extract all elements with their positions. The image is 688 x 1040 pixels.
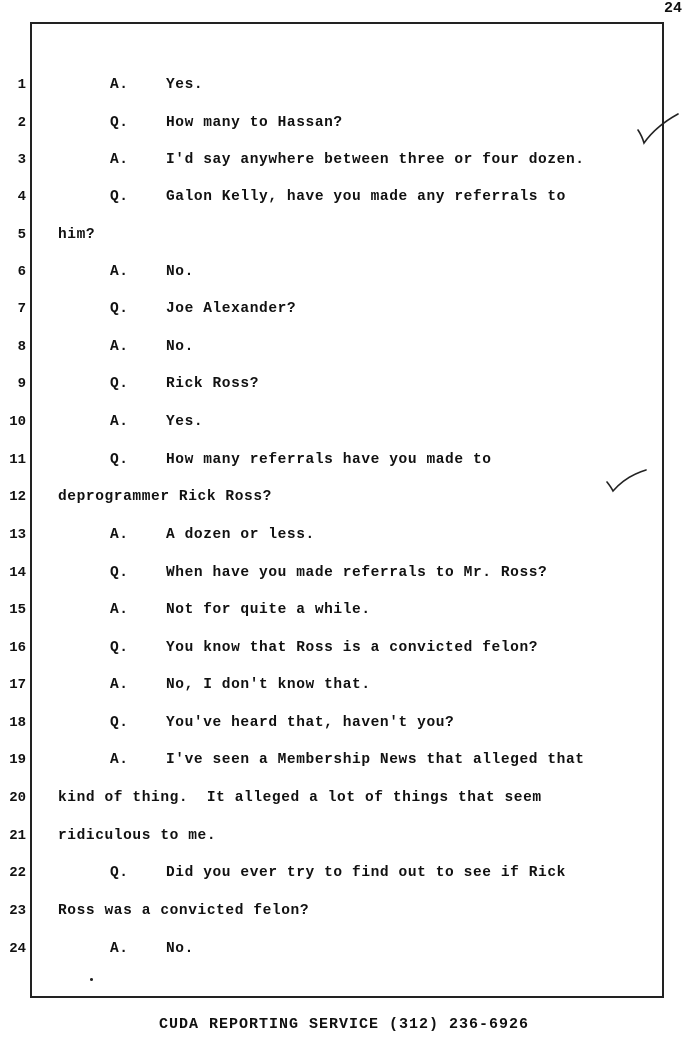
speaker-label: A. <box>110 677 129 693</box>
line-text: Joe Alexander? <box>166 301 297 317</box>
line-text: Did you ever try to find out to see if Rick <box>166 865 566 881</box>
speaker-label: A. <box>110 527 129 543</box>
speaker-label: Q. <box>110 565 129 581</box>
line-number: 8 <box>17 339 26 355</box>
line-number-column <box>0 0 28 1040</box>
speaker-label: Q. <box>110 376 129 392</box>
transcript-frame <box>30 22 664 998</box>
line-text: Rick Ross? <box>166 376 260 392</box>
line-number: 7 <box>17 301 26 317</box>
speaker-label: A. <box>110 264 129 280</box>
speaker-label: Q. <box>110 115 129 131</box>
line-text: A dozen or less. <box>166 527 315 543</box>
line-number: 22 <box>9 865 26 881</box>
line-number: 6 <box>17 264 26 280</box>
line-text: kind of thing. It alleged a lot of things that seem <box>58 790 542 806</box>
footer-reporting-service: CUDA REPORTING SERVICE (312) 236-6926 <box>158 1016 530 1033</box>
line-text: ridiculous to me. <box>58 828 217 844</box>
line-text: No. <box>166 339 194 355</box>
line-number: 20 <box>9 790 26 806</box>
line-number: 12 <box>9 489 26 505</box>
line-number: 14 <box>9 565 26 581</box>
speaker-label: A. <box>110 152 129 168</box>
line-number: 2 <box>17 115 26 131</box>
speaker-label: Q. <box>110 715 129 731</box>
speaker-label: A. <box>110 752 129 768</box>
speaker-label: A. <box>110 339 129 355</box>
line-text: him? <box>58 227 96 243</box>
speaker-label: Q. <box>110 452 129 468</box>
speaker-label: A. <box>110 414 129 430</box>
line-text: deprogrammer Rick Ross? <box>58 489 272 505</box>
checkmark-icon <box>632 110 682 150</box>
line-text: I've seen a Membership News that alleged that <box>166 752 585 768</box>
line-text: Not for quite a while. <box>166 602 371 618</box>
line-text: No, I don't know that. <box>166 677 371 693</box>
line-text: How many to Hassan? <box>166 115 343 131</box>
speaker-label: Q. <box>110 301 129 317</box>
line-text: No. <box>166 941 194 957</box>
line-text: No. <box>166 264 194 280</box>
line-text: Galon Kelly, have you made any referrals to <box>166 189 566 205</box>
line-text: You've heard that, haven't you? <box>166 715 455 731</box>
line-number: 10 <box>9 414 26 430</box>
line-number: 9 <box>17 376 26 392</box>
line-number: 18 <box>9 715 26 731</box>
line-number: 5 <box>17 227 26 243</box>
speaker-label: A. <box>110 602 129 618</box>
line-number: 23 <box>9 903 26 919</box>
speaker-label: A. <box>110 77 129 93</box>
speaker-label: Q. <box>110 865 129 881</box>
line-number: 19 <box>9 752 26 768</box>
line-text: I'd say anywhere between three or four dozen. <box>166 152 585 168</box>
speaker-label: Q. <box>110 640 129 656</box>
line-number: 11 <box>9 452 26 468</box>
line-number: 16 <box>9 640 26 656</box>
page-number: 24 <box>663 0 682 17</box>
line-number: 4 <box>17 189 26 205</box>
speaker-label: A. <box>110 941 129 957</box>
line-number: 3 <box>17 152 26 168</box>
speaker-label: Q. <box>110 189 129 205</box>
stray-mark <box>90 978 93 981</box>
line-text: When have you made referrals to Mr. Ross? <box>166 565 548 581</box>
line-text: Yes. <box>166 414 204 430</box>
line-text: Ross was a convicted felon? <box>58 903 310 919</box>
line-number: 15 <box>9 602 26 618</box>
line-text: How many referrals have you made to <box>166 452 492 468</box>
line-number: 21 <box>9 828 26 844</box>
line-number: 24 <box>9 941 26 957</box>
line-number: 1 <box>17 77 26 93</box>
line-number: 17 <box>9 677 26 693</box>
line-number: 13 <box>9 527 26 543</box>
checkmark-icon <box>604 466 648 496</box>
line-text: You know that Ross is a convicted felon? <box>166 640 539 656</box>
line-text: Yes. <box>166 77 204 93</box>
